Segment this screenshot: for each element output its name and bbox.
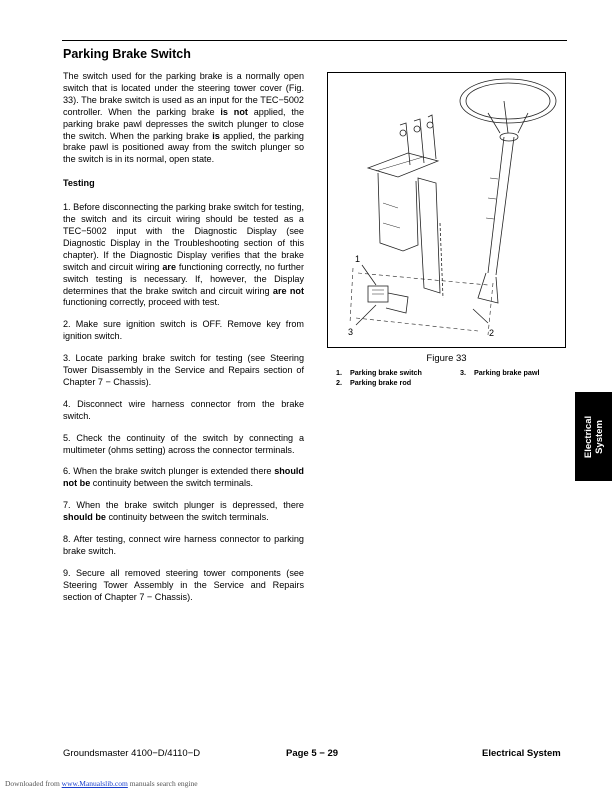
callout-1-leader xyxy=(362,265,376,285)
testing-step-4: 4. Disconnect wire harness connector from the brake switch. xyxy=(63,398,304,421)
callout-3-leader xyxy=(356,305,376,325)
parking-brake-rod-line xyxy=(440,223,443,298)
steering-column-base xyxy=(478,273,498,303)
steering-tower-plate xyxy=(368,153,438,177)
footer-page-number: Page 5 − 29 xyxy=(286,748,339,759)
steering-wheel-rim xyxy=(460,79,556,123)
callout-3: 3 xyxy=(348,327,354,337)
manualslib-link[interactable]: www.Manualslib.com xyxy=(61,779,128,788)
download-notice: Downloaded from www.Manualslib.com manuals search engine xyxy=(5,779,198,788)
testing-step-2: 2. Make sure ignition switch is OFF. Remove key from ignition switch. xyxy=(63,319,304,342)
testing-step-1: 1. Before disconnecting the parking brake switch for testing, the switch and its circuit wiring should be tested as a TEC−5002 input with the Diagnostic Display (see Diagnostic Display in the Troubleshooting section of this chapter). If the Diagnostic Display verifies that the brake switch and circuit wiring are functioning correctly, no further switch testing is necessary. If, however, the Display determines that the brake switch and circuit wiring are not functioning correctly, proceed with test. xyxy=(63,202,304,308)
steering-tower-drawing xyxy=(328,73,565,347)
steering-wheel-inner xyxy=(466,83,550,119)
callout-2-leader xyxy=(473,309,488,323)
figure-33-illustration xyxy=(327,72,566,348)
testing-heading: Testing xyxy=(63,178,95,189)
testing-step-6: 6. When the brake switch plunger is extended there should not be continuity between the switch terminals. xyxy=(63,466,304,489)
chapter-tab xyxy=(575,392,612,481)
control-levers xyxy=(400,115,436,165)
figure-legend-left xyxy=(336,368,422,387)
footer-model: Groundsmaster 4100−D/4110−D xyxy=(63,748,201,759)
legend-item: 3. Parking brake pawl xyxy=(460,368,540,377)
brake-pedal-arm xyxy=(418,178,440,293)
callout-1: 1 xyxy=(355,254,361,264)
testing-step-8: 8. After testing, connect wire harness connector to parking brake switch. xyxy=(63,534,304,556)
testing-step-9: 9. Secure all removed steering tower components (see Steering Tower Assembly in the Service and Repairs section of Chapter 7 − Chassis). xyxy=(63,567,304,602)
footer-chapter-name: Electrical System xyxy=(482,748,561,759)
tower-bracket xyxy=(378,173,418,251)
callout-2: 2 xyxy=(489,328,495,338)
figure-legend-right xyxy=(460,368,540,378)
section-title: Parking Brake Switch xyxy=(63,47,191,61)
body-text-column xyxy=(63,71,304,614)
steering-wheel-spokes xyxy=(488,101,528,133)
top-rule xyxy=(62,40,567,41)
intro-paragraph: The switch used for the parking brake is a normally open switch that is located under the steering tower cover (Fig. 33). The brake switch is used as an input for the TEC−5002 controller. When the parking brake is not applied, the parking brake pawl depresses the switch plunger to close the switch. When the parking brake is applied, the parking brake pawl is positioned away from the switch plunger so the switch is in its normal, open state. xyxy=(63,71,305,165)
legend-item: 2. Parking brake rod xyxy=(336,377,412,387)
testing-step-3: 3. Locate parking brake switch for testing (see Steering Tower Disassembly in the Service and Repairs section of Chapter 7 − Chassis). xyxy=(63,353,304,387)
parking-brake-pawl xyxy=(386,293,408,313)
chapter-tab-label: Electrical System xyxy=(582,415,605,458)
testing-step-5: 5. Check the continuity of the switch by connecting a multimeter (ohms setting) across the connector terminals. xyxy=(63,432,304,455)
testing-step-7: 7. When the brake switch plunger is depressed, there should be continuity between the switch terminals. xyxy=(63,500,304,523)
legend-item: 1. Parking brake switch xyxy=(336,368,422,377)
figure-caption: Figure 33 xyxy=(426,353,467,364)
steering-column xyxy=(488,137,514,275)
